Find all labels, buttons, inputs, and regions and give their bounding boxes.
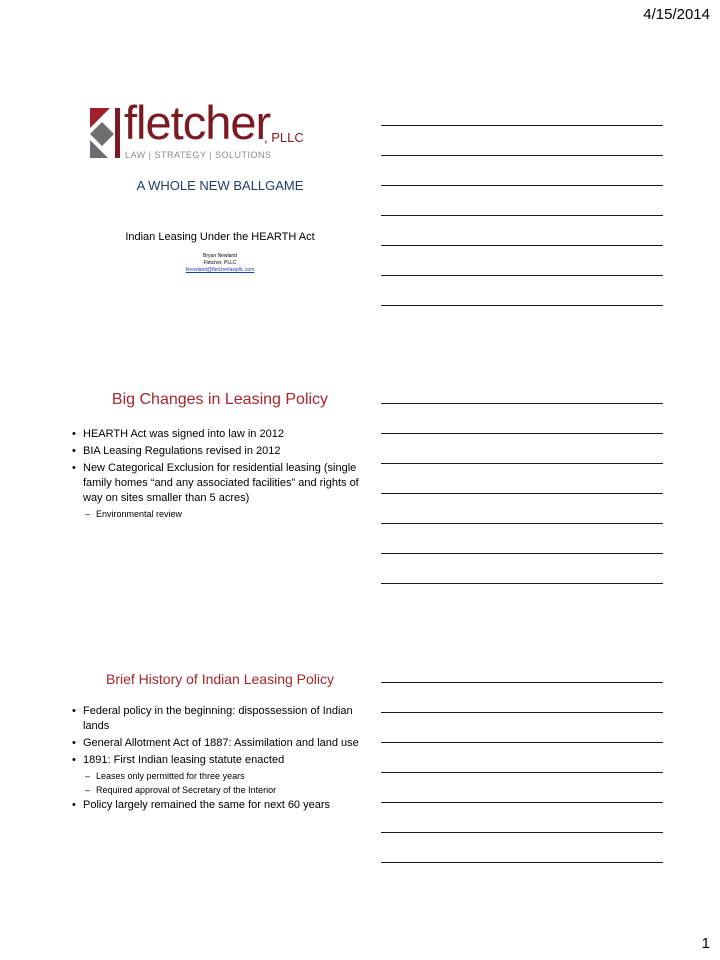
page-number: 1 bbox=[701, 935, 710, 952]
logo-mark-icon bbox=[88, 104, 124, 160]
bullet-item: • Federal policy in the beginning: dispossession of Indian lands bbox=[70, 704, 370, 734]
sub-bullet-item: – Required approval of Secretary of the Interior bbox=[70, 784, 370, 796]
logo-tagline: LAW | STRATEGY | SOLUTIONS bbox=[125, 150, 272, 160]
bullet-item: • BIA Leasing Regulations revised in 2012 bbox=[70, 444, 370, 459]
bullet-item: • 1891: First Indian leasing statute enacted bbox=[70, 753, 370, 768]
slide3-body bbox=[70, 704, 370, 815]
author-email-link[interactable] bbox=[70, 267, 370, 274]
bullet-item: • Policy largely remained the same for next 60 years bbox=[70, 798, 370, 813]
notes-lines-slide1 bbox=[381, 0, 663, 960]
company-logo bbox=[88, 96, 318, 164]
sub-bullet-item: – Leases only permitted for three years bbox=[70, 770, 370, 782]
bullet-item: • HEARTH Act was signed into law in 2012 bbox=[70, 427, 370, 442]
slide1-title: A WHOLE NEW BALLGAME bbox=[136, 178, 304, 193]
slide1-subtitle: Indian Leasing Under the HEARTH Act bbox=[125, 231, 315, 243]
author-firm: Fletcher, PLLC bbox=[203, 260, 237, 266]
logo-pllc: , PLLC bbox=[264, 130, 304, 145]
email-text[interactable]: bnewland@fletcherlawpllc.com bbox=[185, 267, 255, 273]
sub-bullet-item: – Environmental review bbox=[70, 508, 370, 520]
bullet-item: • New Categorical Exclusion for residential leasing (single family homes “and any associated facilities” and rights of way on sites smaller than 5 acres) bbox=[70, 461, 370, 506]
author-name: Bryan Newland bbox=[203, 253, 237, 259]
print-date: 4/15/2014 bbox=[643, 6, 710, 23]
slide2-title: Big Changes in Leasing Policy bbox=[111, 391, 329, 408]
bullet-item: • General Allotment Act of 1887: Assimilation and land use bbox=[70, 736, 370, 751]
slide3-title: Brief History of Indian Leasing Policy bbox=[106, 671, 334, 687]
slide2-body bbox=[70, 427, 370, 522]
logo-wordmark: fletcher bbox=[124, 96, 271, 149]
